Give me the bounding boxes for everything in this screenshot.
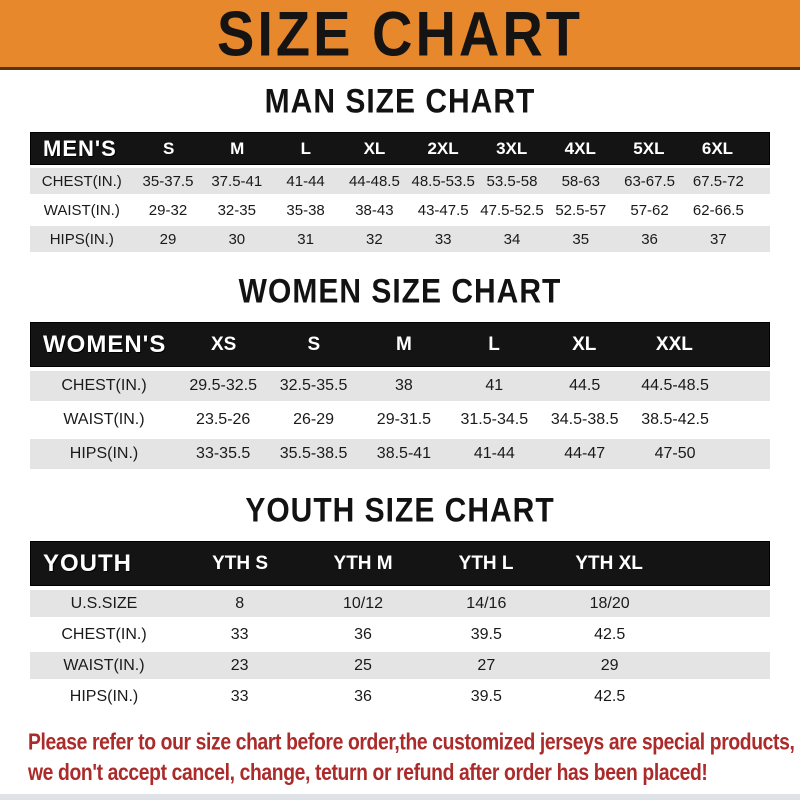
cell-value: 18/20 — [589, 594, 630, 612]
cell-value: 23.5-26 — [196, 411, 251, 428]
column-header: L — [488, 333, 500, 355]
column-header: XL — [363, 138, 386, 158]
cell-value: 44-48.5 — [348, 172, 400, 190]
cell-value: 35-38 — [286, 201, 325, 219]
cell-value: 29.5-32.5 — [189, 377, 257, 394]
column-header: 4XL — [564, 138, 596, 158]
section-heading — [0, 252, 800, 310]
column-header: 5XL — [633, 138, 665, 158]
cell-value: 38 — [395, 377, 413, 394]
cell-value: 39.5 — [470, 625, 502, 643]
cell-value: 41-44 — [473, 445, 515, 462]
cell-value: 14/16 — [466, 594, 507, 612]
cell-value: 32.5-35.5 — [279, 377, 348, 394]
table-row — [30, 590, 770, 617]
cell-value: 41-44 — [286, 172, 325, 190]
table-row — [30, 197, 770, 223]
cell-value: 33 — [230, 625, 249, 643]
cell-value: 57-62 — [630, 201, 669, 219]
cell-value: 42.5 — [594, 687, 626, 705]
cell-value: 25 — [354, 656, 372, 674]
footer-line-2: we don't accept cancel, change, teturn or refund after order has been placed! — [28, 760, 708, 785]
column-header: XL — [572, 333, 597, 355]
column-header: YTH S — [212, 552, 269, 574]
cell-value: 34.5-38.5 — [550, 411, 619, 428]
cell-value: 52.5-57 — [555, 201, 607, 219]
cell-value: 47.5-52.5 — [480, 201, 544, 219]
cell-value: 26-29 — [293, 411, 335, 428]
section-heading — [0, 469, 800, 529]
sections — [0, 70, 800, 710]
table-row — [30, 168, 770, 194]
cell-value: 44.5-48.5 — [641, 377, 709, 394]
banner-title: SIZE CHART — [217, 0, 583, 69]
row-label: CHEST(IN.) — [41, 172, 122, 190]
cell-value: 42.5 — [594, 625, 626, 643]
banner — [0, 0, 800, 70]
cell-value: 37.5-41 — [211, 172, 263, 190]
cell-value: 36 — [641, 230, 658, 248]
table-header-row — [30, 541, 770, 586]
row-label: WAIST(IN.) — [63, 656, 145, 674]
cell-value: 38-43 — [355, 201, 394, 219]
cell-value: 39.5 — [470, 687, 502, 705]
cell-value: 48.5-53.5 — [411, 172, 475, 190]
row-label: U.S.SIZE — [70, 594, 138, 612]
cell-value: 32-35 — [217, 201, 256, 219]
cell-value: 33 — [434, 230, 452, 248]
column-header: 2XL — [427, 138, 459, 158]
section-heading-text: WOMEN SIZE CHART — [238, 272, 562, 311]
cell-value: 43-47.5 — [417, 201, 469, 219]
table-row — [30, 439, 770, 469]
cell-value: 30 — [228, 230, 246, 248]
table-row — [30, 652, 770, 679]
footer-note — [28, 728, 795, 788]
column-header: M — [230, 138, 245, 158]
cell-value: 63-67.5 — [624, 172, 675, 190]
cell-value: 58-63 — [561, 172, 600, 190]
size-table — [30, 322, 770, 469]
cell-value: 36 — [354, 625, 372, 643]
cell-value: 29 — [159, 230, 177, 248]
table-row — [30, 226, 770, 252]
cell-value: 67.5-72 — [692, 172, 744, 190]
cell-value: 33-35.5 — [196, 445, 251, 462]
table-header-label: WOMEN'S — [43, 330, 167, 358]
size-table — [30, 541, 770, 710]
cell-value: 35 — [572, 230, 590, 248]
section-heading-text: YOUTH SIZE CHART — [245, 491, 555, 530]
table-row — [30, 371, 770, 401]
cell-value: 62-66.5 — [692, 201, 744, 219]
column-header: YTH L — [458, 552, 514, 574]
column-header: XXL — [655, 333, 693, 355]
row-label: CHEST(IN.) — [61, 625, 147, 643]
table-row — [30, 621, 770, 648]
cell-value: 8 — [235, 594, 245, 612]
cell-value: 29-31.5 — [376, 411, 432, 428]
bottom-divider — [0, 794, 800, 800]
cell-value: 37 — [710, 230, 727, 248]
column-header: YTH XL — [575, 552, 643, 574]
table-row — [30, 683, 770, 710]
cell-value: 36 — [354, 687, 372, 705]
cell-value: 27 — [477, 656, 496, 674]
size-table — [30, 132, 770, 252]
table-header-label: YOUTH — [43, 549, 132, 577]
row-label: WAIST(IN.) — [43, 201, 120, 219]
row-label: HIPS(IN.) — [69, 687, 139, 705]
cell-value: 35.5-38.5 — [279, 445, 348, 462]
footer-line-1: Please refer to our size chart before order,the customized jerseys are special products, — [28, 730, 795, 755]
cell-value: 29 — [600, 656, 619, 674]
cell-value: 10/12 — [342, 594, 384, 612]
row-label: HIPS(IN.) — [69, 445, 139, 462]
table-header-row — [30, 132, 770, 165]
column-header: 3XL — [496, 138, 528, 158]
cell-value: 35-37.5 — [142, 172, 194, 190]
column-header: S — [307, 333, 321, 355]
section-heading — [0, 70, 800, 120]
row-label: CHEST(IN.) — [61, 377, 147, 394]
column-header: YTH M — [333, 552, 393, 574]
cell-value: 23 — [230, 656, 249, 674]
cell-value: 38.5-41 — [376, 445, 432, 462]
column-header: M — [396, 333, 412, 355]
cell-value: 47-50 — [654, 445, 696, 462]
table-header-row — [30, 322, 770, 367]
cell-value: 31 — [297, 230, 314, 248]
column-header: L — [300, 138, 312, 158]
cell-value: 44.5 — [569, 377, 601, 394]
cell-value: 34 — [503, 230, 521, 248]
section-heading-text: MAN SIZE CHART — [264, 82, 536, 121]
table-row — [30, 405, 770, 435]
cell-value: 41 — [485, 377, 504, 394]
column-header: XS — [210, 333, 237, 355]
row-label: HIPS(IN.) — [49, 230, 114, 248]
cell-value: 29-32 — [148, 201, 188, 219]
cell-value: 44-47 — [564, 445, 606, 462]
table-header-label: MEN'S — [43, 135, 117, 161]
cell-value: 53.5-58 — [486, 172, 538, 190]
cell-value: 31.5-34.5 — [460, 411, 529, 428]
cell-value: 32 — [366, 230, 383, 248]
row-label: WAIST(IN.) — [63, 411, 145, 428]
cell-value: 33 — [230, 687, 249, 705]
column-header: 6XL — [701, 138, 734, 158]
cell-value: 38.5-42.5 — [641, 411, 709, 428]
column-header: S — [162, 138, 175, 158]
